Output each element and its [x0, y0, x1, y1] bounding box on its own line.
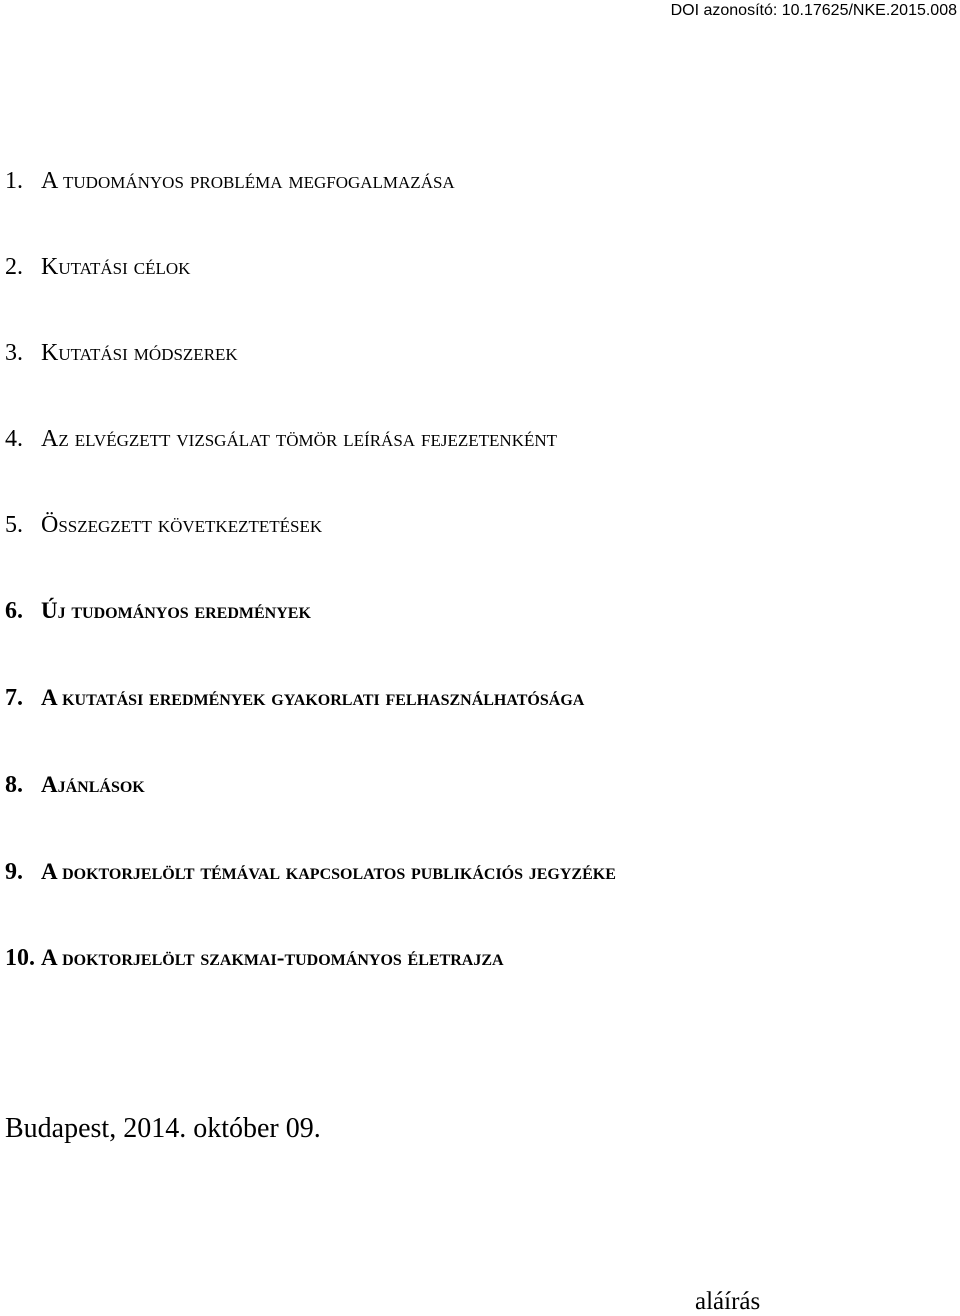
toc-item-title: A doktorjelölt szakmai-tudományos életrajza — [41, 945, 504, 970]
toc-item-title: A kutatási eredmények gyakorlati felhasználhatósága — [41, 685, 585, 710]
toc-item-4 — [5, 424, 557, 454]
toc-item-number: 2. — [5, 254, 23, 280]
toc-item-8 — [5, 770, 145, 800]
toc-item-number: 7. — [5, 685, 23, 711]
toc-item-number: 9. — [5, 859, 23, 885]
toc-item-9 — [5, 857, 616, 887]
toc-item-10 — [5, 943, 504, 973]
toc-item-number: 4. — [5, 426, 23, 452]
toc-item-title: Kutatási módszerek — [41, 340, 238, 366]
toc-item-title: Új tudományos eredmények — [41, 598, 311, 623]
toc-item-2 — [5, 252, 190, 282]
toc-item-title: Ajánlások — [41, 772, 145, 797]
toc-item-number: 10. — [5, 945, 35, 971]
signature-label: aláírás — [695, 1288, 761, 1315]
toc-item-title: Összegzett következtetések — [41, 512, 323, 538]
place-and-date: Budapest, 2014. október 09. — [5, 1113, 321, 1144]
toc-item-3 — [5, 338, 238, 368]
toc-item-5 — [5, 510, 322, 540]
toc-item-number: 3. — [5, 340, 23, 366]
toc-item-title: A tudományos probléma megfogalmazása — [41, 168, 455, 194]
toc-item-number: 5. — [5, 512, 23, 538]
toc-item-number: 6. — [5, 598, 23, 624]
toc-item-number: 8. — [5, 772, 23, 798]
toc-item-title: Az elvégzett vizsgálat tömör leírása fejezetenként — [41, 426, 558, 452]
toc-item-title: A doktorjelölt témával kapcsolatos publikációs jegyzéke — [41, 859, 616, 884]
toc-item-7 — [5, 683, 584, 713]
toc-item-6 — [5, 596, 311, 626]
toc-item-title: Kutatási célok — [41, 254, 191, 280]
doi-identifier: DOI azonosító: 10.17625/NKE.2015.008 — [670, 2, 957, 19]
toc-item-1 — [5, 166, 455, 196]
toc-item-number: 1. — [5, 168, 23, 194]
